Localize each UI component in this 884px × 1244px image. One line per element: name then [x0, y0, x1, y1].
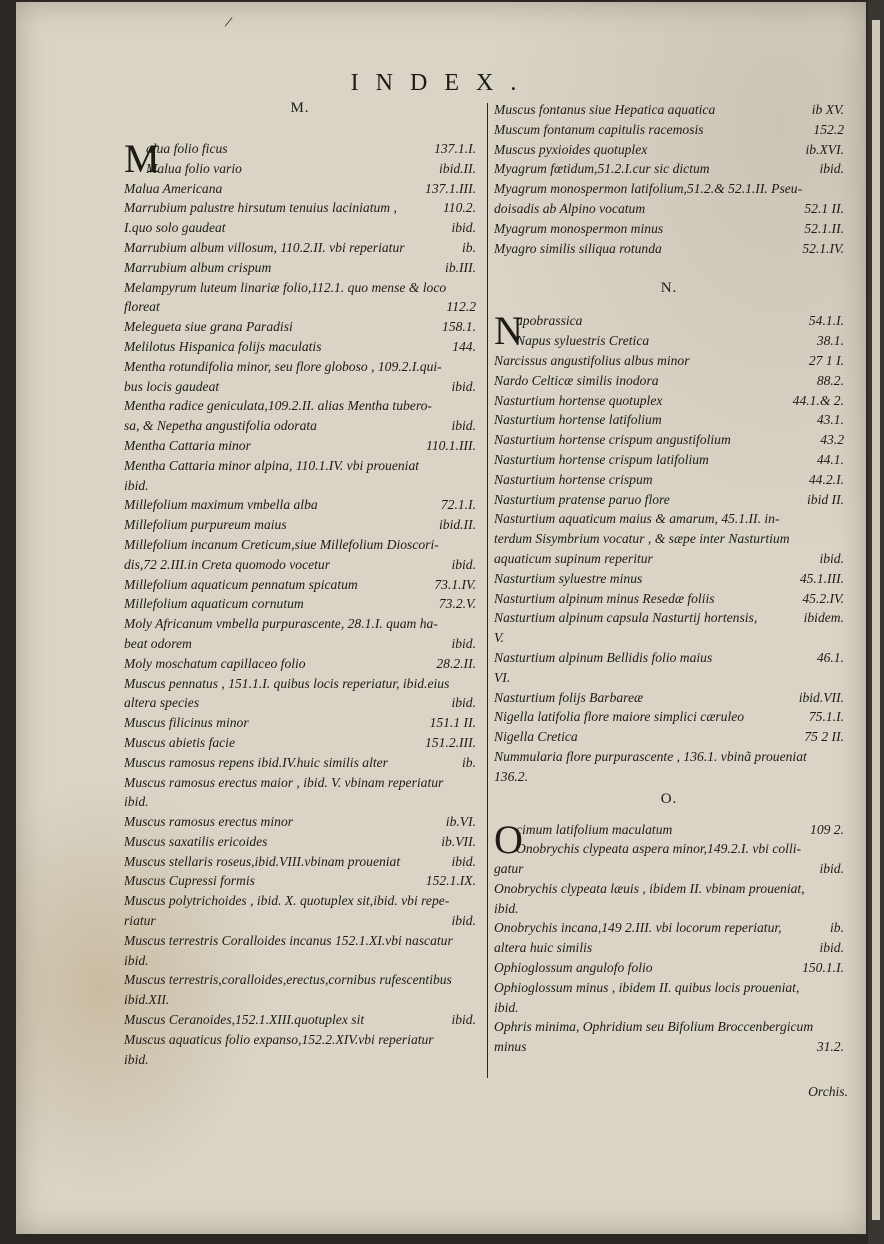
entry-text: Narcissus angustifolius albus minor	[494, 352, 690, 368]
entry-text: riatur	[124, 913, 156, 929]
entry-text: ibid.	[124, 1051, 149, 1067]
entry-text: Mentha Cattaria minor alpina, 110.1.IV. vbi proueniat	[124, 457, 420, 473]
entry-text: Muscus stellaris roseus,ibid.VIII.vbinam proueniat	[124, 853, 401, 869]
index-entry	[494, 938, 844, 958]
index-entry	[494, 529, 844, 549]
entry-text: Muscum fontanum capitulis racemosis	[494, 121, 704, 137]
entry-text: alua folio ficus	[146, 141, 228, 156]
index-entry	[494, 549, 844, 569]
index-entry	[124, 495, 476, 515]
index-entry	[494, 978, 844, 998]
index-entry	[124, 832, 476, 852]
entry-reference: ibid II.	[807, 491, 844, 507]
index-entry	[494, 747, 844, 767]
entry-text: Millefolium incanum Creticum,siue Millefolium Dioscori-	[124, 536, 439, 552]
page-header: INDEX.	[350, 70, 534, 96]
index-entry	[124, 575, 476, 595]
index-entry	[124, 753, 476, 773]
catchword: Orchis.	[808, 1084, 848, 1099]
index-entry	[494, 410, 844, 430]
entry-text: doisadis ab Alpino vocatum	[494, 200, 646, 216]
entry-reference: 52.1.II.	[804, 220, 844, 236]
index-entry	[494, 140, 844, 160]
pen-mark: /	[223, 13, 234, 32]
entry-reference	[838, 767, 844, 787]
entry-text: Nigella latifolia flore maiore simplici cæruleo	[494, 709, 745, 725]
entry-text: Millefolium purpureum maius	[124, 517, 287, 533]
index-entry	[494, 998, 844, 1018]
entry-text: Nasturtium pratense paruo flore	[494, 491, 670, 507]
entry-reference: ib XV.	[811, 102, 844, 117]
index-entry	[124, 654, 476, 674]
entry-text: Marrubium palustre hirsutum tenuius laciniatum ,	[124, 200, 397, 216]
entry-reference	[470, 357, 476, 377]
entry-reference: ibid.	[819, 940, 844, 956]
index-entry	[124, 773, 476, 793]
drop-cap: N	[494, 308, 523, 354]
entry-reference: 46.1.	[816, 649, 844, 665]
entry-reference: 144.	[452, 338, 476, 354]
entry-text: Nasturtium hortense quotuplex	[494, 392, 663, 408]
entry-text: Onobrychis incana,149 2.III. vbi locorum reperiatur,	[494, 920, 782, 936]
entry-reference: ibid.	[451, 556, 476, 572]
left-column	[124, 100, 476, 1069]
entry-text: Muscus fontanus siue Hepatica aquatica	[494, 102, 716, 117]
entry-text: Napus syluestris Cretica	[516, 333, 650, 349]
index-entry	[124, 456, 476, 476]
entry-text: Malua Americana	[124, 180, 223, 196]
entry-text: Nasturtium hortense crispum latifolium	[494, 451, 709, 467]
index-entry	[494, 879, 844, 899]
entry-text: Muscus saxatilis ericoides	[124, 833, 268, 849]
entry-text: ibid.	[124, 477, 149, 493]
entry-reference	[470, 792, 476, 812]
entry-text: aquaticum supinum reperitur	[494, 550, 653, 566]
entry-reference	[470, 1050, 476, 1070]
index-entry	[494, 958, 844, 978]
entry-reference: ibid.	[819, 161, 844, 177]
drop-cap: O	[494, 816, 523, 862]
entry-reference	[470, 476, 476, 496]
index-entry	[494, 450, 844, 470]
index-entry	[494, 608, 844, 628]
entry-text: Muscus Ceranoides,152.1.XIII.quotuplex sit	[124, 1012, 365, 1028]
entry-text: dis,72 2.III.in Creta quomodo vocetur	[124, 556, 331, 572]
index-entry	[494, 199, 844, 219]
entry-text: minus	[494, 1039, 527, 1055]
entry-reference	[470, 396, 476, 416]
entry-reference	[838, 839, 844, 859]
entry-reference	[470, 614, 476, 634]
entry-reference: 28.2.II.	[436, 655, 476, 671]
entry-text: Muscus ramosus repens ibid.IV.huic similis alter	[124, 754, 388, 770]
entry-reference	[838, 509, 844, 529]
entry-text: beat odorem	[124, 635, 192, 651]
index-entry	[494, 727, 844, 747]
entry-reference: 44.1.	[816, 451, 844, 467]
entry-reference: ibid.	[451, 220, 476, 236]
entry-reference: 43.2	[820, 432, 844, 448]
index-entry	[494, 351, 844, 371]
entry-reference: ib.	[462, 239, 476, 255]
entry-reference: 137.1.I.	[434, 141, 476, 156]
entry-reference: 73.2.V.	[438, 596, 476, 612]
index-entry	[124, 911, 476, 931]
entry-reference	[470, 535, 476, 555]
index-entry	[124, 297, 476, 317]
entry-reference	[838, 978, 844, 998]
entry-text: Ophioglossum minus , ibidem II. quibus locis proueniat,	[494, 979, 800, 995]
entry-text: Mentha radice geniculata,109.2.II. alias Mentha tubero-	[124, 398, 432, 414]
column-rule	[487, 103, 488, 1078]
section-m-heading: M.	[290, 100, 310, 116]
entry-reference	[838, 179, 844, 199]
index-entry	[494, 179, 844, 199]
entry-text: Nasturtium aquaticum maius & amarum, 45.1.II. in-	[494, 511, 780, 527]
index-entry	[494, 120, 844, 140]
entry-reference: 109 2.	[810, 821, 844, 837]
index-entry	[494, 490, 844, 510]
index-entry	[494, 1037, 844, 1057]
entry-text: ibid.	[494, 999, 519, 1015]
entry-text: cimum latifolium maculatum	[516, 821, 673, 837]
entry-text: Onobrychis clypeata læuis , ibidem II. vbinam proueniat,	[494, 880, 805, 896]
entry-text: terdum Sisymbrium vocatur , & sæpe inter Nasturtium	[494, 531, 790, 547]
entry-text: Nasturtium folijs Barbareæ	[494, 689, 644, 705]
entry-text: altera species	[124, 695, 200, 711]
entry-reference	[838, 879, 844, 899]
entry-reference	[838, 668, 844, 688]
entry-reference: 52.1.IV.	[802, 240, 844, 256]
index-entry	[124, 871, 476, 891]
entry-text: Muscus pennatus , 151.1.I. quibus locis reperiatur, ibid.eius	[124, 675, 450, 691]
index-entry	[494, 569, 844, 589]
entry-text: Nardo Celticæ similis inodora	[494, 372, 659, 388]
entry-text: Nasturtium alpinum minus Resedæ foliis	[494, 590, 715, 606]
index-entry	[124, 1030, 476, 1050]
index-entry	[124, 198, 476, 218]
index-entry	[124, 555, 476, 575]
entry-text: Mentha Cattaria minor	[124, 437, 251, 453]
entry-text: Nasturtium hortense crispum	[494, 471, 653, 487]
entry-text: Myagrum monospermon latifolium,51.2.& 52.1.II. Pseu-	[494, 181, 803, 197]
entry-text: VI.	[494, 669, 511, 685]
entry-text: Myagro similis siliqua rotunda	[494, 240, 662, 256]
index-entry	[124, 238, 476, 258]
index-entry	[494, 589, 844, 609]
entry-reference: 158.1.	[442, 319, 476, 335]
index-entry	[494, 648, 844, 668]
index-entry	[124, 1050, 476, 1070]
entry-text: apobrassica	[516, 313, 583, 329]
entry-reference: 52.1 II.	[804, 200, 844, 216]
index-entry	[124, 812, 476, 832]
entry-reference	[470, 674, 476, 694]
entry-text: Muscus Cupressi formis	[124, 873, 255, 889]
index-entry	[124, 357, 476, 377]
entry-text: I.quo solo gaudeat	[124, 220, 226, 236]
entry-text: Muscus ramosus erectus maior , ibid. V. vbinam reperiatur	[124, 774, 444, 790]
index-entry	[494, 1017, 844, 1037]
index-entry	[494, 509, 844, 529]
entry-reference	[470, 970, 476, 990]
entry-text: Nasturtium alpinum Bellidis folio maius	[494, 649, 713, 665]
index-entry	[124, 852, 476, 872]
entry-text: Millefolium maximum vmbella alba	[124, 497, 318, 513]
entry-reference: ib.	[830, 920, 844, 936]
index-entry	[124, 951, 476, 971]
m-continued-entries	[494, 100, 844, 258]
entry-text: Millefolium aquaticum cornutum	[124, 596, 304, 612]
index-entry	[494, 100, 844, 120]
entry-reference: ibid.	[451, 695, 476, 711]
entry-text: Nasturtium syluestre minus	[494, 570, 643, 586]
entry-reference: 44.1.& 2.	[792, 392, 844, 408]
entry-reference: 112.2	[446, 299, 476, 315]
next-page-strip	[872, 20, 880, 1220]
entry-text: ibid.XII.	[124, 992, 170, 1008]
entry-reference	[838, 529, 844, 549]
entry-text: sa, & Nepetha angustifolia odorata	[124, 418, 317, 434]
entry-reference: 152.1.IX.	[425, 873, 476, 889]
entry-reference: ibid.	[451, 635, 476, 651]
index-entry	[494, 628, 844, 648]
entry-reference	[470, 891, 476, 911]
n-entries	[494, 308, 844, 786]
entry-text: Malua folio vario	[146, 160, 242, 176]
entry-text: Muscus ramosus erectus minor	[124, 814, 294, 830]
entry-text: Onobrychis clypeata aspera minor,149.2.I. vbi colli-	[516, 841, 802, 857]
entry-reference: ibid.	[451, 853, 476, 869]
entry-reference: 75.1.I.	[808, 709, 844, 725]
entry-reference: 44.2.I.	[808, 471, 844, 487]
entry-text: 136.2.	[494, 768, 528, 784]
entry-text: floreat	[124, 299, 160, 315]
entry-reference: 38.1.	[816, 333, 844, 349]
entry-text: Millefolium aquaticum pennatum spicatum	[124, 576, 358, 592]
entry-reference	[838, 1017, 844, 1037]
entry-text: Muscus pyxioides quotuplex	[494, 141, 648, 157]
entry-text: Marrubium album crispum	[124, 259, 272, 275]
entry-reference: ibid.	[451, 1012, 476, 1028]
index-entry	[494, 859, 844, 879]
book-edge	[868, 0, 884, 1244]
entry-text: bus locis gaudeat	[124, 378, 220, 394]
entry-reference: ibidem.	[803, 610, 844, 626]
entry-reference: ib.	[462, 754, 476, 770]
index-entry	[124, 931, 476, 951]
entry-reference: ib.VI.	[445, 814, 476, 830]
entry-reference	[470, 990, 476, 1010]
entry-text: Nummularia flore purpurascente , 136.1. vbinã proueniat	[494, 748, 807, 764]
entry-text: Muscus abietis facie	[124, 734, 235, 750]
index-entry	[494, 688, 844, 708]
entry-reference: 45.1.III.	[799, 570, 844, 586]
index-entry	[124, 278, 476, 298]
index-entry	[124, 614, 476, 634]
index-entry	[494, 470, 844, 490]
index-entry	[124, 396, 476, 416]
index-entry	[494, 707, 844, 727]
index-entry	[494, 371, 844, 391]
index-entry	[124, 535, 476, 555]
entry-reference: 45.2.IV.	[802, 590, 844, 606]
entry-reference: 43.1.	[816, 412, 844, 428]
right-column	[494, 100, 844, 1057]
left-entries	[124, 136, 476, 1069]
entry-reference: ibid.	[451, 378, 476, 394]
entry-text: Melilotus Hispanica folijs maculatis	[124, 338, 322, 354]
entry-text: Muscus polytrichoides , ibid. X. quotuplex sit,ibid. vbi repe-	[124, 893, 450, 909]
entry-reference: ibid.	[819, 550, 844, 566]
index-entry	[494, 668, 844, 688]
entry-reference: 151.2.III.	[425, 734, 476, 750]
index-entry	[124, 594, 476, 614]
index-entry	[124, 674, 476, 694]
entry-reference: ibid.II.	[439, 517, 476, 533]
index-entry	[124, 1010, 476, 1030]
entry-reference	[470, 773, 476, 793]
entry-text: ibid.	[494, 900, 519, 916]
entry-text: Mentha rotundifolia minor, seu flore globoso , 109.2.I.qui-	[124, 358, 442, 374]
entry-text: Muscus terrestris Coralloides incanus 152.1.XI.vbi nascatur	[124, 932, 453, 948]
entry-text: Ophris minima, Ophridium seu Bifolium Broccenbergicum	[494, 1019, 814, 1035]
entry-reference	[838, 747, 844, 767]
entry-reference: 152.2	[813, 121, 844, 137]
section-o-heading: O.	[660, 790, 678, 807]
index-entry	[124, 377, 476, 397]
entry-reference	[470, 931, 476, 951]
index-entry	[494, 918, 844, 938]
entry-text: Nasturtium hortense crispum angustifolium	[494, 432, 731, 448]
entry-text: Nasturtium alpinum capsula Nasturtij hortensis,	[494, 610, 758, 626]
entry-reference: ib.III.	[445, 259, 476, 275]
index-entry	[124, 159, 476, 179]
entry-text: Muscus terrestris,coralloides,erectus,cornibus rufescentibus	[124, 972, 452, 988]
section-n-heading: N.	[660, 280, 678, 297]
entry-reference	[470, 278, 476, 298]
entry-text: Moly moschatum capillaceo folio	[124, 655, 306, 671]
index-entry	[124, 693, 476, 713]
entry-reference: 110.1.III.	[426, 437, 476, 453]
entry-reference	[470, 951, 476, 971]
index-entry	[124, 891, 476, 911]
entry-text: Myagrum fœtidum,51.2.I.cur sic dictum	[494, 161, 710, 177]
index-entry	[124, 792, 476, 812]
index-entry	[124, 337, 476, 357]
o-entries	[494, 816, 844, 1058]
entry-text: Nigella Cretica	[494, 729, 578, 745]
entry-reference: ib.VII.	[441, 833, 476, 849]
entry-text: ibid.	[124, 952, 149, 968]
index-entry	[494, 899, 844, 919]
entry-reference: 72.1.I.	[440, 497, 476, 513]
index-entry	[124, 515, 476, 535]
index-entry	[124, 317, 476, 337]
entry-text: altera huic similis	[494, 940, 593, 956]
entry-reference	[470, 456, 476, 476]
entry-reference: 137.1.III.	[425, 180, 476, 196]
entry-reference: ibid.	[451, 913, 476, 929]
entry-text: Myagrum monospermon minus	[494, 220, 664, 236]
entry-text: Muscus filicinus minor	[124, 715, 249, 731]
entry-text: Ophioglossum angulofo folio	[494, 960, 653, 976]
entry-reference: ibid.	[451, 418, 476, 434]
entry-reference: ibid.VII.	[798, 689, 844, 705]
index-entry	[124, 179, 476, 199]
index-entry	[494, 430, 844, 450]
index-entry	[124, 476, 476, 496]
entry-text: ibid.	[124, 794, 149, 810]
index-entry	[494, 391, 844, 411]
index-entry	[124, 990, 476, 1010]
entry-reference: 54.1.I.	[808, 313, 844, 329]
index-entry	[124, 733, 476, 753]
index-entry	[124, 970, 476, 990]
index-entry	[494, 839, 844, 859]
index-entry	[494, 331, 844, 351]
index-entry	[124, 634, 476, 654]
entry-reference	[470, 1030, 476, 1050]
index-entry	[494, 219, 844, 239]
entry-reference: 110.2.	[443, 200, 476, 216]
index-entry	[494, 239, 844, 259]
entry-text: Nasturtium hortense latifolium	[494, 412, 662, 428]
index-entry	[124, 416, 476, 436]
drop-cap: M	[124, 136, 160, 181]
entry-text: Melampyrum luteum linariæ folio,112.1. quo mense & loco	[124, 279, 447, 295]
entry-reference: 75 2 II.	[804, 729, 844, 745]
index-entry	[494, 159, 844, 179]
entry-reference	[838, 628, 844, 648]
index-entry	[124, 713, 476, 733]
entry-text: Muscus aquaticus folio expanso,152.2.XIV.vbi reperiatur	[124, 1031, 434, 1047]
entry-text: gatur	[494, 861, 524, 877]
entry-reference	[838, 998, 844, 1018]
entry-text: Moly Africanum vmbella purpurascente, 28.1.I. quam ha-	[124, 616, 438, 632]
entry-reference	[838, 899, 844, 919]
index-entry	[124, 436, 476, 456]
entry-text: Marrubium album villosum, 110.2.II. vbi reperiatur	[124, 239, 405, 255]
entry-reference: 27 1 I.	[808, 352, 844, 368]
entry-text: Melegueta siue grana Paradisi	[124, 319, 293, 335]
entry-reference: 31.2.	[816, 1039, 844, 1055]
index-entry	[124, 218, 476, 238]
index-entry	[494, 767, 844, 787]
entry-reference: 150.1.I.	[802, 960, 844, 976]
entry-reference: ib.XVI.	[805, 141, 844, 157]
entry-reference: 151.1 II.	[429, 715, 476, 731]
entry-reference: ibid.II.	[439, 160, 476, 176]
index-entry	[124, 258, 476, 278]
entry-reference: 88.2.	[816, 372, 844, 388]
entry-reference: 73.1.IV.	[434, 576, 476, 592]
entry-text: V.	[494, 630, 504, 646]
entry-reference: ibid.	[819, 861, 844, 877]
